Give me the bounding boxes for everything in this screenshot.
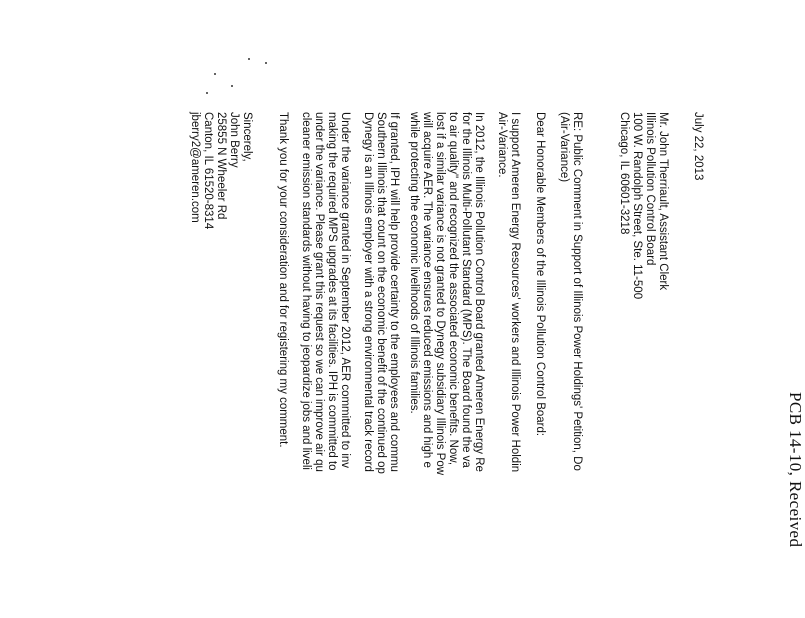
subject-text: RE: Public Comment in Support of Illinois Power Holdings' Petition, Do <box>571 112 583 471</box>
paragraph-background <box>407 112 485 475</box>
recipient-address <box>617 112 669 299</box>
closing-text: Sincerely, <box>241 112 253 162</box>
body-line: Under the variance granted in September 2012, AER committed to inv <box>339 112 351 469</box>
signer-line: 25855 N Wheeler Rd <box>215 112 227 220</box>
body-line: will acquire AER. The variance ensures reduced emissions and high e <box>421 112 433 468</box>
paragraph-variance <box>299 112 351 472</box>
letter-date: July 22, 2013 <box>692 112 704 181</box>
body-line: lost if a similar variance is not granted to Dynegy subsidiary Illinois Pow <box>434 112 446 476</box>
body-line: under the variance. Please grant this request so we can improve air qu <box>313 112 325 472</box>
subject-text: (Air-Variance) <box>558 112 570 183</box>
body-line: making the required MPS upgrades at its facilities. IPH is committed to <box>326 112 338 471</box>
body-line: If granted, IPH will help provide certainty to the employees and commu <box>388 112 400 472</box>
body-line: while protecting the economic livelihoods of Illinois families. <box>408 112 420 414</box>
body-line: Dynegy is an Illinois employer with a strong environmental track record <box>362 112 374 472</box>
recipient-line: 100 W. Randolph Street, Ste. 11-500 <box>631 112 643 300</box>
body-line: Air-Variance. <box>496 112 508 178</box>
signer-line: John Berry <box>228 112 240 168</box>
body-line: I support Ameren Energy Resources' workers and Illinois Power Holdin <box>509 112 521 473</box>
signer-line: Canton, IL 61520-8314 <box>202 112 214 230</box>
scan-speck <box>206 92 208 94</box>
salutation: Dear Honorable Members of the Illinois Pollution Control Board: <box>534 112 546 437</box>
recipient-line: Illinois Pollution Control Board <box>644 112 656 266</box>
scan-speck <box>248 58 250 60</box>
subject-line <box>557 112 583 471</box>
paragraph-support <box>495 112 521 472</box>
body-line: cleaner emission standards without having to jeopardize jobs and liveli <box>300 112 312 470</box>
recipient-line: Mr. John Therriault, Assistant Clerk <box>657 112 669 291</box>
scan-speck <box>231 85 233 87</box>
body-line: for the Illinois Multi-Pollutant Standard (MPS). The Board found the va <box>460 112 472 468</box>
scan-speck <box>214 73 216 75</box>
body-line: Southern Illinois that count on the economic benefit of the continued op <box>375 112 387 474</box>
signer-email: jberry2@ameren.com <box>189 112 201 223</box>
received-stamp: PCB 14-10, Received <box>786 392 805 548</box>
scan-speck <box>265 62 267 64</box>
signature-block <box>188 112 253 229</box>
recipient-line: Chicago, IL 60601-3218 <box>618 112 630 235</box>
body-line: to air quality" and recognized the associated economic benefits. Now, <box>447 112 459 466</box>
paragraph-certainty <box>361 112 400 474</box>
paragraph-thanks: Thank you for your consideration and for registering my comment. <box>277 112 289 448</box>
body-line: In 2012, the Illinois Pollution Control Board granted Ameren Energy Re <box>473 112 485 472</box>
